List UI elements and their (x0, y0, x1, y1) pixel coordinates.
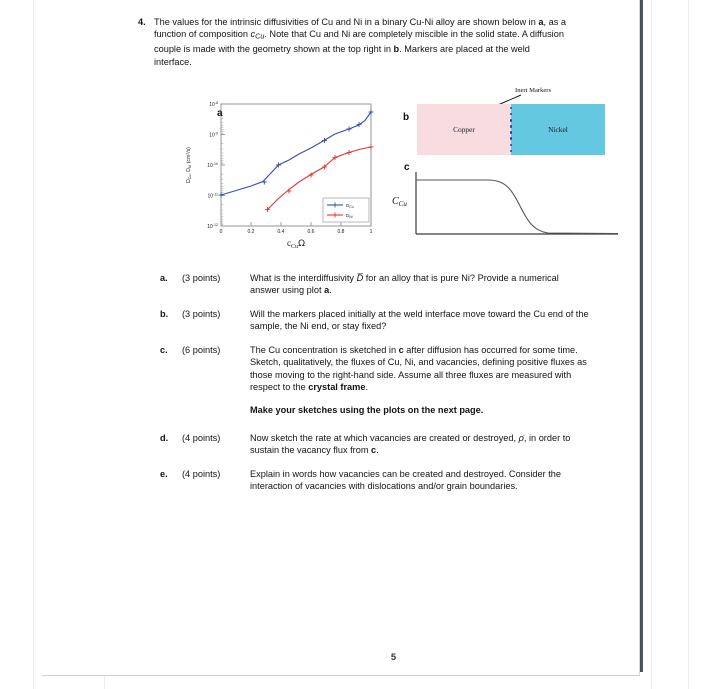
question-stem-part2: , as a function of composition (154, 17, 566, 40)
plot-y-axis-title: $D_{Cu}$, $D_{Ni}$ $(cm^2/s)$ (185, 147, 193, 183)
question-number: 4. (138, 17, 146, 27)
svg-text:0.4: 0.4 (277, 229, 285, 235)
svg-text:1: 1 (369, 229, 373, 235)
legend-label-d-cu: $D_{Cu}$ (346, 203, 354, 210)
svg-text:10-9: $10^{-9}$ (209, 131, 218, 139)
figure-panel-a (179, 90, 389, 260)
nickel-label: Nickel (548, 125, 568, 134)
question-part (160, 432, 590, 457)
panel-a-letter: a (217, 108, 223, 119)
svg-text:0: 0 (219, 229, 223, 235)
series-line-d-cu (221, 112, 371, 195)
document-page (42, 0, 640, 676)
panel-c-letter: c (404, 162, 410, 173)
question-parts-list (160, 272, 590, 504)
page-edge-line-left-outer (33, 0, 34, 689)
question-part-note: Make your sketches using the plots on the next page. (250, 405, 484, 416)
question-stem-part4: . Markers are placed at the weld interface. (154, 44, 530, 67)
question-part-text: The Cu concentration is sketched in c after diffusion has occurred for some time. Sketch, qualitatively, the fluxes of Cu, Ni, and vacancies, defining positive fluxes as those moving to the right-hand side. Assume all three fluxes are measured with respect to the crystal frame. Make your sketches using the plots on the next page. (250, 344, 590, 416)
question-part (160, 272, 590, 297)
svg-text:0.2: 0.2 (247, 229, 255, 235)
question-part-letter: c. (160, 345, 168, 356)
question-stem-symbol-c: c (250, 29, 256, 40)
diffusivity-plot (179, 90, 389, 260)
question-part-text: Will the markers placed initially at the weld interface move toward the Cu end of the sample, the Ni end, or stay fixed? (250, 309, 589, 332)
question-stem-ref-b: b (393, 44, 400, 55)
copper-label: Copper (453, 125, 475, 134)
nickel-block (511, 104, 605, 155)
plot-x-tick-labels (220, 229, 373, 235)
question-block (138, 16, 570, 68)
page-edge-line-right-outer (688, 0, 689, 689)
plot-x-axis-title: $c_{Cu}\Omega$ (287, 238, 305, 250)
panel-c-y-axis-label (392, 196, 407, 208)
svg-text:10-12: $10^{-12}$ (207, 223, 218, 230)
question-stem (154, 16, 570, 68)
copper-block (417, 104, 511, 155)
question-part-letter: b. (160, 309, 169, 320)
question-part-points: (4 points) (182, 468, 221, 479)
concentration-profile-sketch (406, 168, 621, 244)
question-part-points: (4 points) (182, 432, 221, 443)
weld-interface-markers (510, 105, 513, 154)
question-part (160, 344, 590, 416)
legend-label-d-ni: $D_{Ni}$ (346, 213, 353, 220)
question-part-points: (6 points) (182, 345, 221, 356)
page-number (52, 651, 639, 662)
question-part-letter: e. (160, 468, 168, 479)
plot-y-tick-labels (207, 101, 218, 230)
figure-panel-c (390, 162, 622, 248)
question-part-letter: a. (160, 273, 168, 283)
question-stem-symbol-c-subscript: Cu (255, 31, 265, 41)
question-part (160, 308, 590, 333)
svg-text:10-8: $10^{-8}$ (209, 101, 218, 108)
panel-c-y-axis-label-base: C (392, 196, 399, 207)
svg-text:10-10: $10^{-10}$ (207, 162, 218, 169)
question-part-text: Now sketch the rate at which vacancies are created or destroyed, ρ̇, in order to sustain the vacancy flux from c. (250, 432, 571, 455)
diffusion-couple (417, 104, 605, 155)
question-stem-ref-a: a (538, 17, 544, 27)
svg-text:10-11: $10^{-11}$ (207, 192, 218, 200)
question-stem-part3: . Note that Cu and Ni are completely miscible in the solid state. A diffusion couple is made with the geometry shown at the top right in (154, 29, 564, 55)
question-part-text: Explain in words how vacancies can be created and destroyed. Consider the interaction of vacancies with dislocations and/or grain boundaries. (250, 468, 562, 492)
question-stem-part1: The values for the intrinsic diffusivities of Cu and Ni in a binary Cu-Ni alloy are shown below in (154, 17, 539, 27)
svg-text:0.8: 0.8 (337, 229, 345, 235)
question-part-points: (3 points) (182, 309, 221, 320)
svg-text:0.6: 0.6 (307, 229, 315, 235)
question-part-letter: d. (160, 432, 169, 443)
question-part (160, 468, 590, 493)
plot-legend (323, 198, 369, 222)
panel-b-letter: b (403, 112, 410, 123)
question-part-text: What is the interdiffusivity D̅ for an alloy that is pure Ni? Provide a numerical answer using plot a. (250, 273, 559, 296)
figures-group (52, 82, 650, 260)
figure-panel-b (397, 87, 622, 162)
page-edge-line-right-inner (651, 0, 652, 689)
panel-c-y-axis-label-sub: Cu (398, 199, 407, 208)
question-part-points: (3 points) (182, 273, 221, 283)
inert-markers-annotation: Inert Markers (515, 87, 552, 94)
page-number-value: 5 (390, 651, 397, 662)
